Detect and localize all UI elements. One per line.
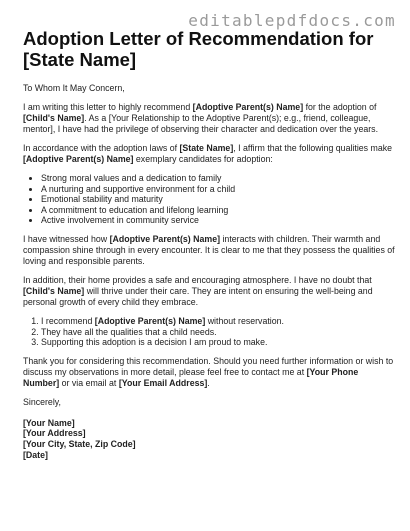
list-item: • A commitment to education and lifelong learning (41, 205, 395, 216)
salutation: To Whom It May Concern, (23, 83, 125, 93)
paragraph-intro: I am writing this letter to highly recommend [Adoptive Parent(s) Name] for the adoption of [Child's Name]. As a [Your Relationship to the Adoptive Parent(s); e.g., friend, colleague, mentor], I have had the privilege of observing their character and dedication over the years. (23, 102, 379, 134)
letter-title: Adoption Letter of Recommendation for [State Name] (23, 28, 374, 70)
paragraph-witness: I have witnessed how [Adoptive Parent(s) Name] interacts with children. Their warmth and compassion shine through in every encounter. It is clear to me that they possess the qualities of loving and responsible parents. (23, 233, 395, 266)
closing: Sincerely, (23, 396, 61, 407)
signature-date: [Date] (23, 449, 48, 460)
list-item: • Active involvement in community service (41, 215, 395, 226)
paragraph-contact: Thank you for considering this recommendation. Should you need further information or wish to discuss my observations in more detail, please feel free to contact me at [Your Phone Number] or via email at [Your Email Address]. (23, 355, 394, 388)
signature-city: [Your City, State, Zip Code] (23, 438, 136, 449)
recommendation-points (23, 316, 395, 348)
list-item: 2. They have all the qualities that a child needs. (41, 327, 395, 338)
list-item: 3. Supporting this adoption is a decision I am proud to make. (41, 337, 395, 348)
qualities-list (23, 173, 395, 226)
paragraph-home: In addition, their home provides a safe and encouraging atmosphere. I have no doubt that [Child's Name] will thrive under their care. They are intent on ensuring the well-being and personal growth of every child they embrace. (23, 274, 373, 307)
list-item: • A nurturing and supportive environment for a child (41, 184, 395, 195)
list-item: 1. I recommend [Adoptive Parent(s) Name] without reservation. (41, 316, 395, 327)
list-item: • Strong moral values and a dedication to family (41, 173, 395, 184)
list-item: • Emotional stability and maturity (41, 194, 395, 205)
letter-page (23, 28, 395, 468)
signature-name: [Your Name] (23, 417, 75, 428)
brand-watermark: editablepdfdocs.com (188, 11, 396, 30)
paragraph-state-law: In accordance with the adoption laws of [State Name], I affirm that the following qualities make [Adoptive Parent(s) Name] exemplary candidates for adoption: (23, 143, 393, 164)
signature-address: [Your Address] (23, 428, 86, 439)
signature-block (23, 418, 395, 460)
